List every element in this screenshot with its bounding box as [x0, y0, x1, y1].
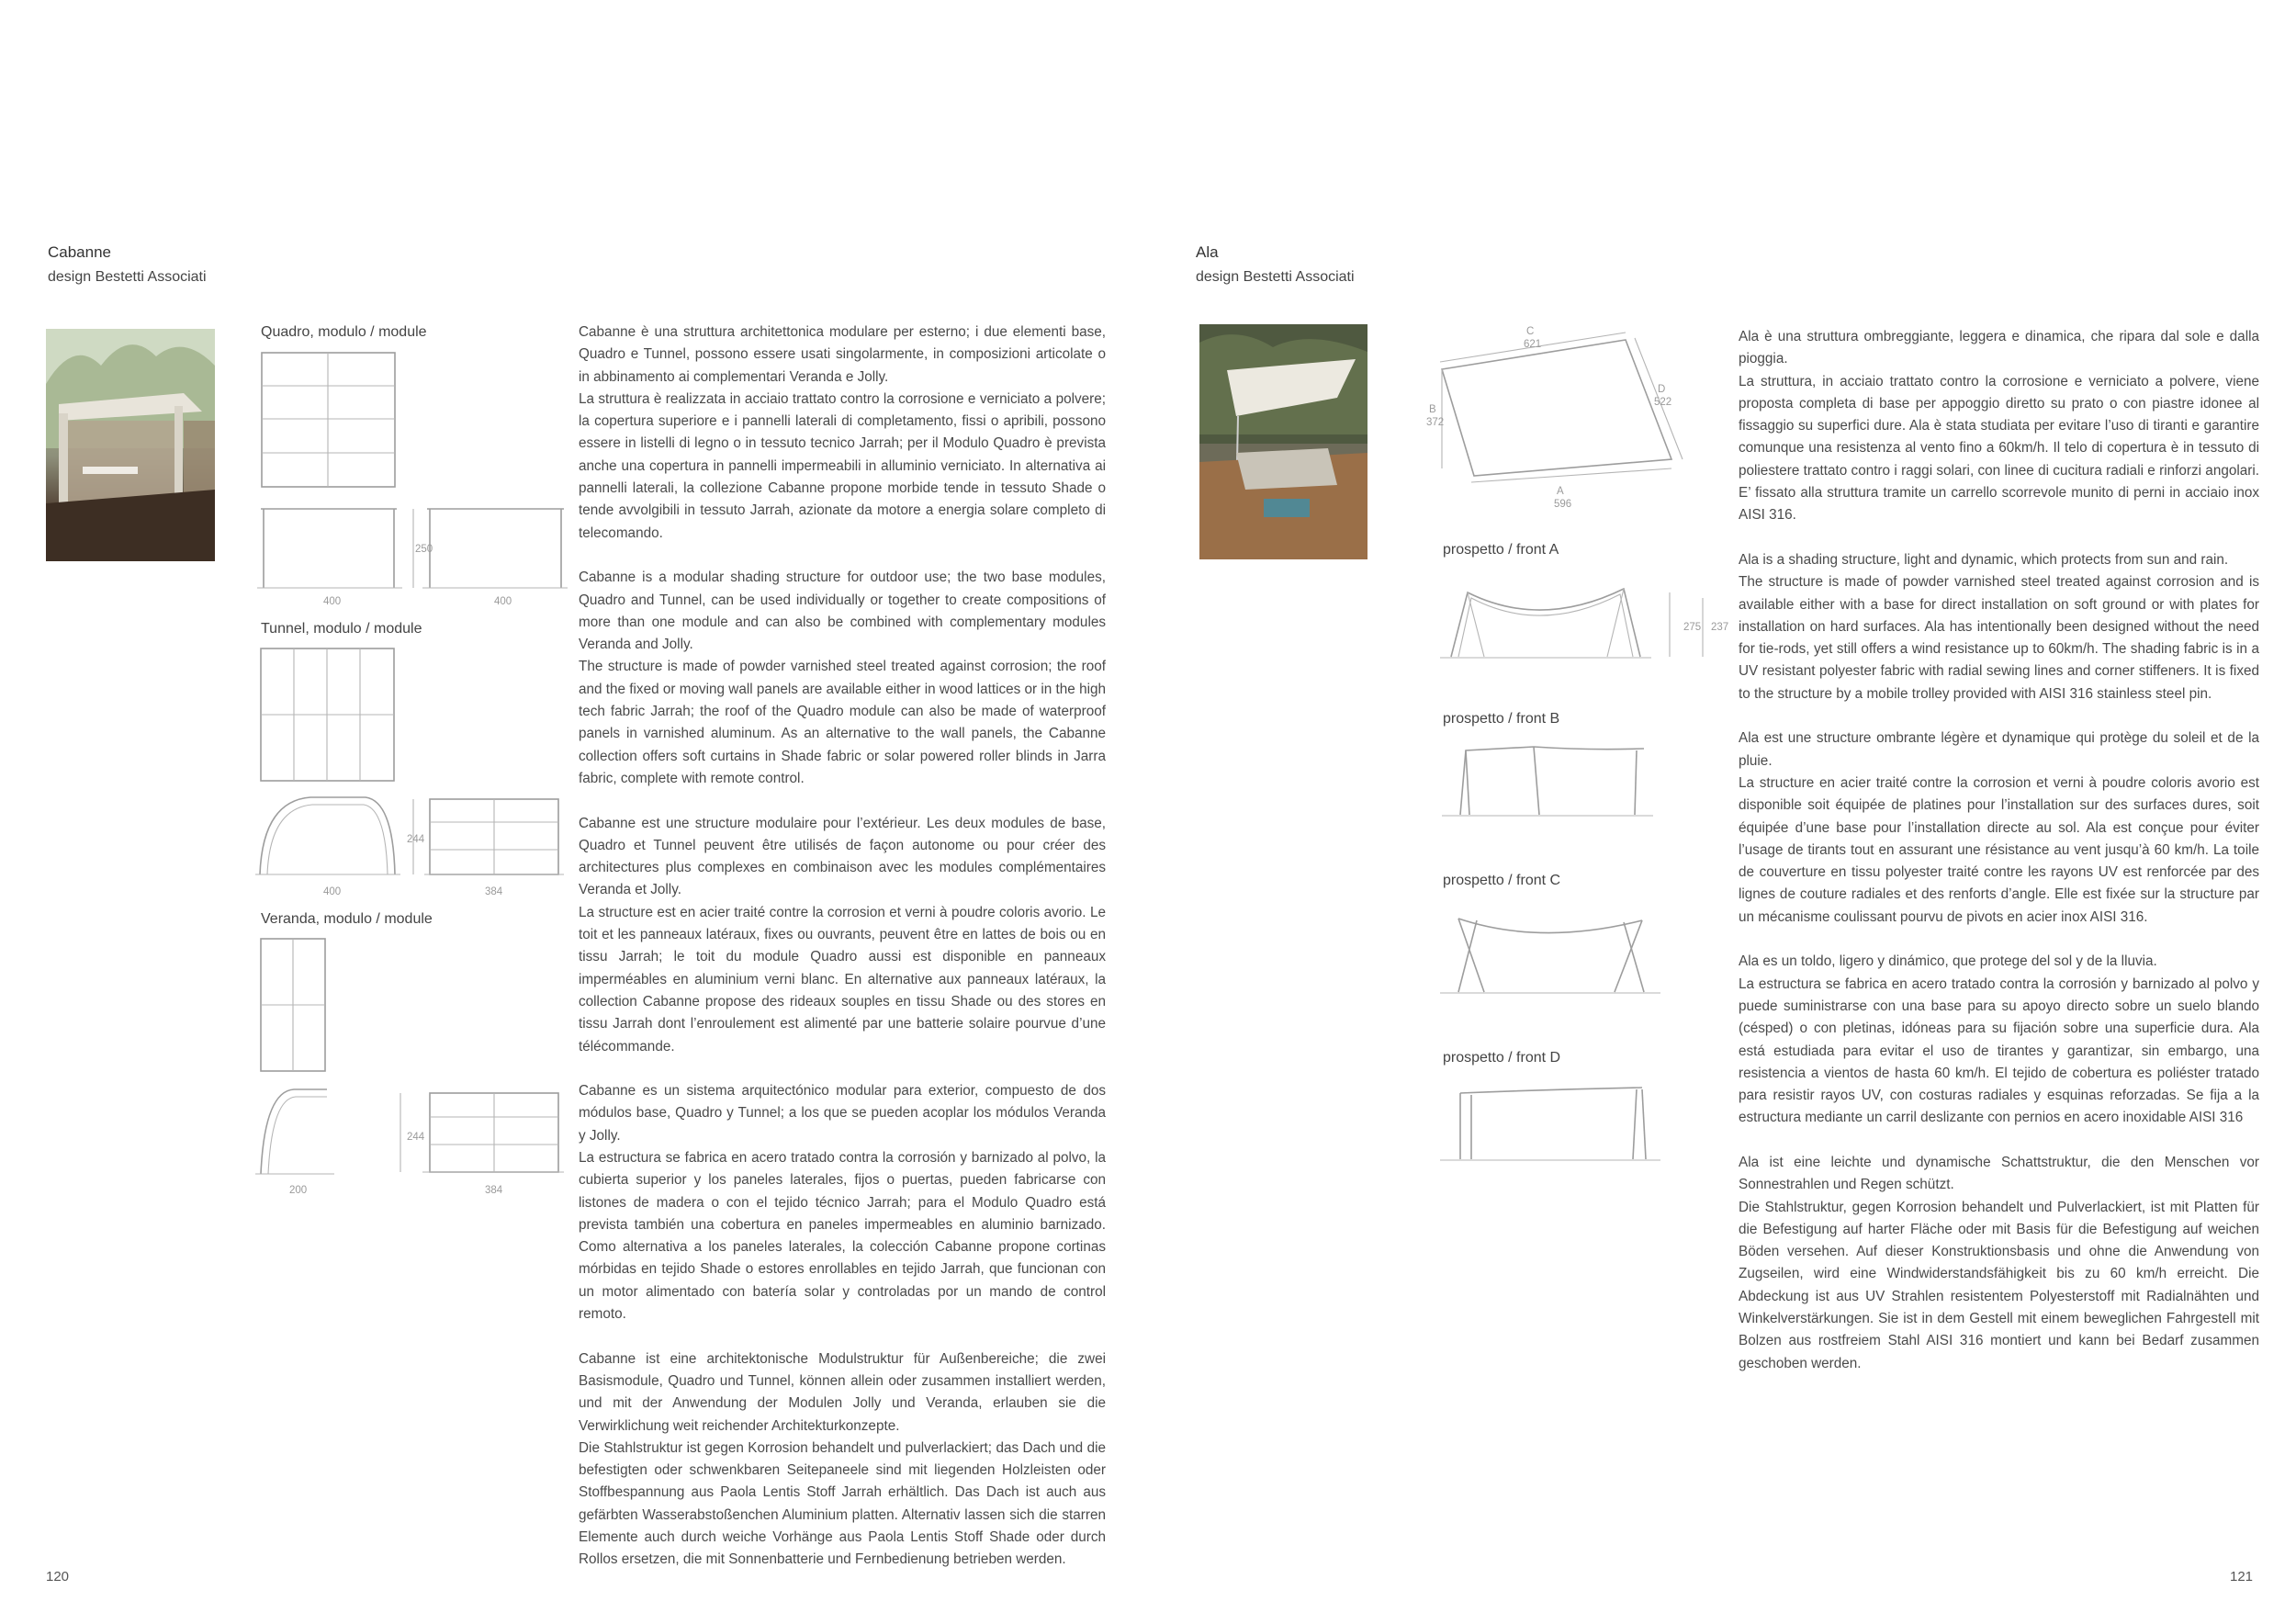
page-title-cabanne: Cabanne — [48, 243, 112, 261]
paragraph-gap — [1739, 1130, 2259, 1152]
paragraph-gap — [579, 1325, 1106, 1348]
paragraph-gap — [1739, 527, 2259, 549]
page-number-left: 120 — [46, 1569, 70, 1585]
body-paragraph: Ala ist eine leichte und dynamische Schattstruktur, die den Menschen vor Sonnestrahlen und Regen schützt. — [1739, 1154, 2259, 1193]
tunnel-label: Tunnel, modulo / module — [261, 621, 422, 637]
ala-description — [1739, 326, 2259, 1375]
designer-credit-left: design Bestetti Associati — [48, 269, 207, 285]
tunnel-height-dim: 244 — [407, 834, 425, 845]
quadro-label: Quadro, modulo / module — [261, 324, 427, 340]
tunnel-width-dim-2: 384 — [485, 886, 503, 897]
body-paragraph: Cabanne è una struttura architettonica modulare per esterno; i due elementi base, Quadro e Tunnel, possono essere usati singolarmente, in composizioni articolate o in abbinamento ai complementari Veranda e Jolly. — [579, 324, 1106, 385]
front-b-drawing — [1442, 739, 1662, 822]
body-paragraph: La structure est en acier traité contre la corrosion et verni à poudre coloris avorio. Le toit et les panneaux latéraux, fixes ou ouvrants, peuvent être en lattes de bois ou en tissu Jarrah; le toit du module Quadro aussi est disponible en panneaux imperméables en aluminium verni blanc. En alternative aux panneaux latéraux, la collection Cabanne propose des rideaux souples en tissu Shade ou des stores en tissu Jarrah dont l’enroulement est alimenté par une batterie solaire pourvue d’une télécommande. — [579, 904, 1106, 1054]
paragraph-gap — [579, 1058, 1106, 1080]
plan-a-value: 596 — [1554, 499, 1572, 510]
quadro-width-dim-1: 400 — [323, 596, 342, 607]
body-paragraph: La estructura se fabrica en acero tratado contra la corrosión y barnizado al polvo y puede suministrarse con una base para su apoyo directo sobre un suelo blando (césped) o con pletinas, idóneas para su fijación sobre una superficie dura. Ala está estudiada para evitar el uso de tirantes y garantizar, sin embargo, una resistencia a vientos de hasta 60 km/h. El tejido de cobertura es poliéster tratado para resistir rayos UV, con costuras radiales y esquinas reforzadas. Se fija a la estructura mediante un carril deslizante con pernios en acero inoxidable AISI 316 — [1739, 976, 2259, 1126]
front-a-label: prospetto / front A — [1443, 542, 1559, 558]
veranda-height-dim: 244 — [407, 1132, 425, 1143]
cabanne-description — [579, 321, 1106, 1572]
veranda-label: Veranda, modulo / module — [261, 911, 433, 927]
body-paragraph: Die Stahlstruktur, gegen Korrosion behandelt und Pulverlackiert, ist mit Platten für die Befestigung auf harter Fläche oder mit Basis für die Befestigung auf weichen Böden versehen. Auf dieser Konstruktionsbasis und ohne die Anwendung von Zugseilen, wird eine Windwiderstandsfähigkeit bis zu 60 km/h erreicht. Die Abdeckung ist aus UV Strahlen resistentem Polyesterstoff mit Radialnähten und Winkelverstärkungen. Sie ist in dem Gestell mit einem beweglichen Fahrgestell mit Bolzen aus rostfreiem Stahl AISI 316 montiert und kann bei Bedarf zusammen geschoben werden. — [1739, 1199, 2259, 1371]
tunnel-drawing — [255, 643, 568, 882]
body-paragraph: Cabanne is a modular shading structure for outdoor use; the two base modules, Quadro and Tunnel, can be used individually or together to create compositions of more than one module and can also be combined with complementary modules Veranda and Jolly. — [579, 570, 1106, 653]
plan-a-letter: A — [1557, 486, 1564, 497]
body-paragraph: Cabanne es un sistema arquitectónico modular para exterior, compuesto de dos módulos base, Quadro y Tunnel; a los que se pueden acoplar los módulos Veranda y Jolly. — [579, 1083, 1106, 1144]
body-paragraph: The structure is made of powder varnished steel treated against corrosion; the roof and the fixed or moving wall panels are available either in wood lattices or in the high tech fabric Jarrah; the roof of the Quadro module can also be made of waterproof panels in varnished aluminum. As an alternative to the wall panels, the Cabanne collection offers soft curtains in Shade fabric or solar powered roller blinds in Jarra fabric, complete with remote control. — [579, 659, 1106, 786]
body-paragraph: Cabanne est une structure modulaire pour l’extérieur. Les deux modules de base, Quadro et Tunnel peuvent être utilisés de façon autonome ou pour créer des architectures plus complexes en combinaison avec les modules complémentaires Veranda et Jolly. — [579, 815, 1106, 898]
front-c-label: prospetto / front C — [1443, 873, 1561, 888]
quadro-drawing — [257, 347, 569, 623]
paragraph-gap — [579, 545, 1106, 567]
body-paragraph: Ala is a shading structure, light and dynamic, which protects from sun and rain. — [1739, 551, 2229, 568]
paragraph-gap — [1739, 705, 2259, 727]
quadro-height-dim: 250 — [415, 544, 433, 555]
veranda-width-dim-1: 200 — [289, 1185, 308, 1196]
body-paragraph: Ala è una struttura ombreggiante, leggera e dinamica, che ripara dal sole e dalla pioggia. — [1739, 329, 2259, 367]
body-paragraph: Cabanne ist eine architektonische Modulstruktur für Außenbereiche; die zwei Basismodule, Quadro und Tunnel, können allein oder zusammen installiert werden, und mit der Anwendung der Modulen Jolly und Veranda, erlauben sie die Verwirklichung weit reichender Architekturkonzepte. — [579, 1350, 1106, 1434]
body-paragraph: Die Stahlstruktur ist gegen Korrosion behandelt und pulverlackiert; das Dach und die befestigten oder schwenkbaren Seitepaneele sind mit liegenden Holzleisten oder Stoffbespannung aus Paola Lentis Stoff Jarrah erhältlich. Das Dach ist auch aus gefärbten Wasserabstoßenchen Aluminium platten. Alternativ lassen sich die starren Elemente auch durch weiche Vorhänge aus Paola Lentis Stoff Shade oder durch Rollos ersetzen, die mit Sonnenbatterie und Fernbedienung betrieben werden. — [579, 1439, 1106, 1568]
front-d-label: prospetto / front D — [1443, 1050, 1561, 1066]
body-paragraph: Ala es un toldo, ligero y dinámico, que protege del sol y de la lluvia. — [1739, 953, 2157, 970]
plan-c-value: 621 — [1524, 339, 1542, 350]
body-paragraph: La struttura è realizzata in acciaio trattato contro la corrosione e verniciato a polvere; la copertura superiore e i pannelli laterali di completamento, fissi o apribili, possono essere in listelli di legno o in tessuto tecnico Jarrah; per il Modulo Quadro è prevista anche una copertura in pannelli impermeabili in alluminio verniciato. In alternativa ai pannelli laterali, la collezione Cabanne propone morbide tende in tessuto Shade o tende avvolgibili in tessuto Jarrah, azionate da motore a energia solare completo di telecomando. — [579, 390, 1106, 541]
plan-c-letter: C — [1526, 326, 1535, 337]
body-paragraph: La struttura, in acciaio trattato contro la corrosione e verniciato a polvere, viene proposta completa di base per appoggio diretto su prato o con piastre idonee al fissaggio su superfici dure. Ala è stata studiata per evitare l’uso di tiranti e garantire comunque una resistenza al vento fino a 60km/h. Il telo di copertura è in tessuto di poliestere trattato contro i raggi solari, con linee di cucitura radiali e rinforzi angolari. E’ fissato alla struttura tramite un carrello scorrevole munito di perni in acciaio inox AISI 316. — [1739, 373, 2259, 524]
tunnel-width-dim-1: 400 — [323, 886, 342, 897]
veranda-width-dim-2: 384 — [485, 1185, 503, 1196]
ala-photo — [1199, 324, 1367, 559]
plan-d-value: 522 — [1654, 397, 1672, 408]
front-a-drawing — [1440, 574, 1725, 666]
veranda-drawing — [255, 933, 568, 1181]
designer-credit-right: design Bestetti Associati — [1196, 269, 1355, 285]
front-d-drawing — [1440, 1082, 1670, 1167]
front-b-label: prospetto / front B — [1443, 711, 1560, 727]
front-a-height-2: 237 — [1711, 622, 1729, 633]
plan-d-letter: D — [1658, 384, 1666, 395]
paragraph-gap — [1739, 929, 2259, 951]
ala-plan-drawing — [1424, 331, 1699, 487]
paragraph-gap — [579, 790, 1106, 812]
quadro-width-dim-2: 400 — [494, 596, 512, 607]
body-paragraph: La structure en acier traité contre la corrosion et verni à poudre coloris avorio est disponible soit équipée de platines pour l’installation sur des surfaces dures, soit équipée d’une base pour l’installation directe au sol. Ala est conçue pour éviter l’usage de tirants tout en assurant une résistance au vent jusqu’à 60 km/h. La toile de couverture en tissu polyester traité contre les rayons UV est renforcée par des lignes de couture radiales et des renforts d’angle. Elle est fixée sur la structure par un mécanisme coulissant pourvu de pivots en acier inox AISI 316. — [1739, 774, 2259, 925]
page-number-right: 121 — [2230, 1569, 2254, 1585]
plan-b-letter: B — [1429, 404, 1436, 415]
body-paragraph: La estructura se fabrica en acero tratado contra la corrosión y barnizado al polvo, la cubierta superior y los paneles laterales, fijos o puertas, pueden fabricarse con listones de madera o con el tejido técnico Jarrah; para el Modulo Quadro está prevista también una cobertura en paneles impermeables en aluminio barnizado. Como alternativa a los paneles laterales, la colección Cabanne propone cortinas mórbidas en tejido Shade o estores enrollables en tejido Jarrah, que funcionan con un motor alimentado con batería solar y controladas por un mando de control remoto. — [579, 1149, 1106, 1323]
body-paragraph: The structure is made of powder varnished steel treated against corrosion and is available either with a base for direct installation on soft ground or with plates for installation on hard surfaces. Ala has intentionally been designed without the need for tie-rods, yet still offers a wind resistance up to 60km/h. The shading fabric is in a UV resistant polyester fabric with radial sewing lines and corner stiffeners. It is fixed to the structure by a mobile trolley provided with AISI 316 stainless steel pin. — [1739, 574, 2259, 702]
body-paragraph: Ala est une structure ombrante légère et dynamique qui protège du soleil et de la pluie. — [1739, 730, 2259, 769]
cabanne-photo — [46, 329, 215, 561]
front-a-height-1: 275 — [1683, 622, 1702, 633]
front-c-drawing — [1440, 909, 1670, 1001]
plan-b-value: 372 — [1426, 417, 1445, 428]
page-title-ala: Ala — [1196, 243, 1219, 261]
